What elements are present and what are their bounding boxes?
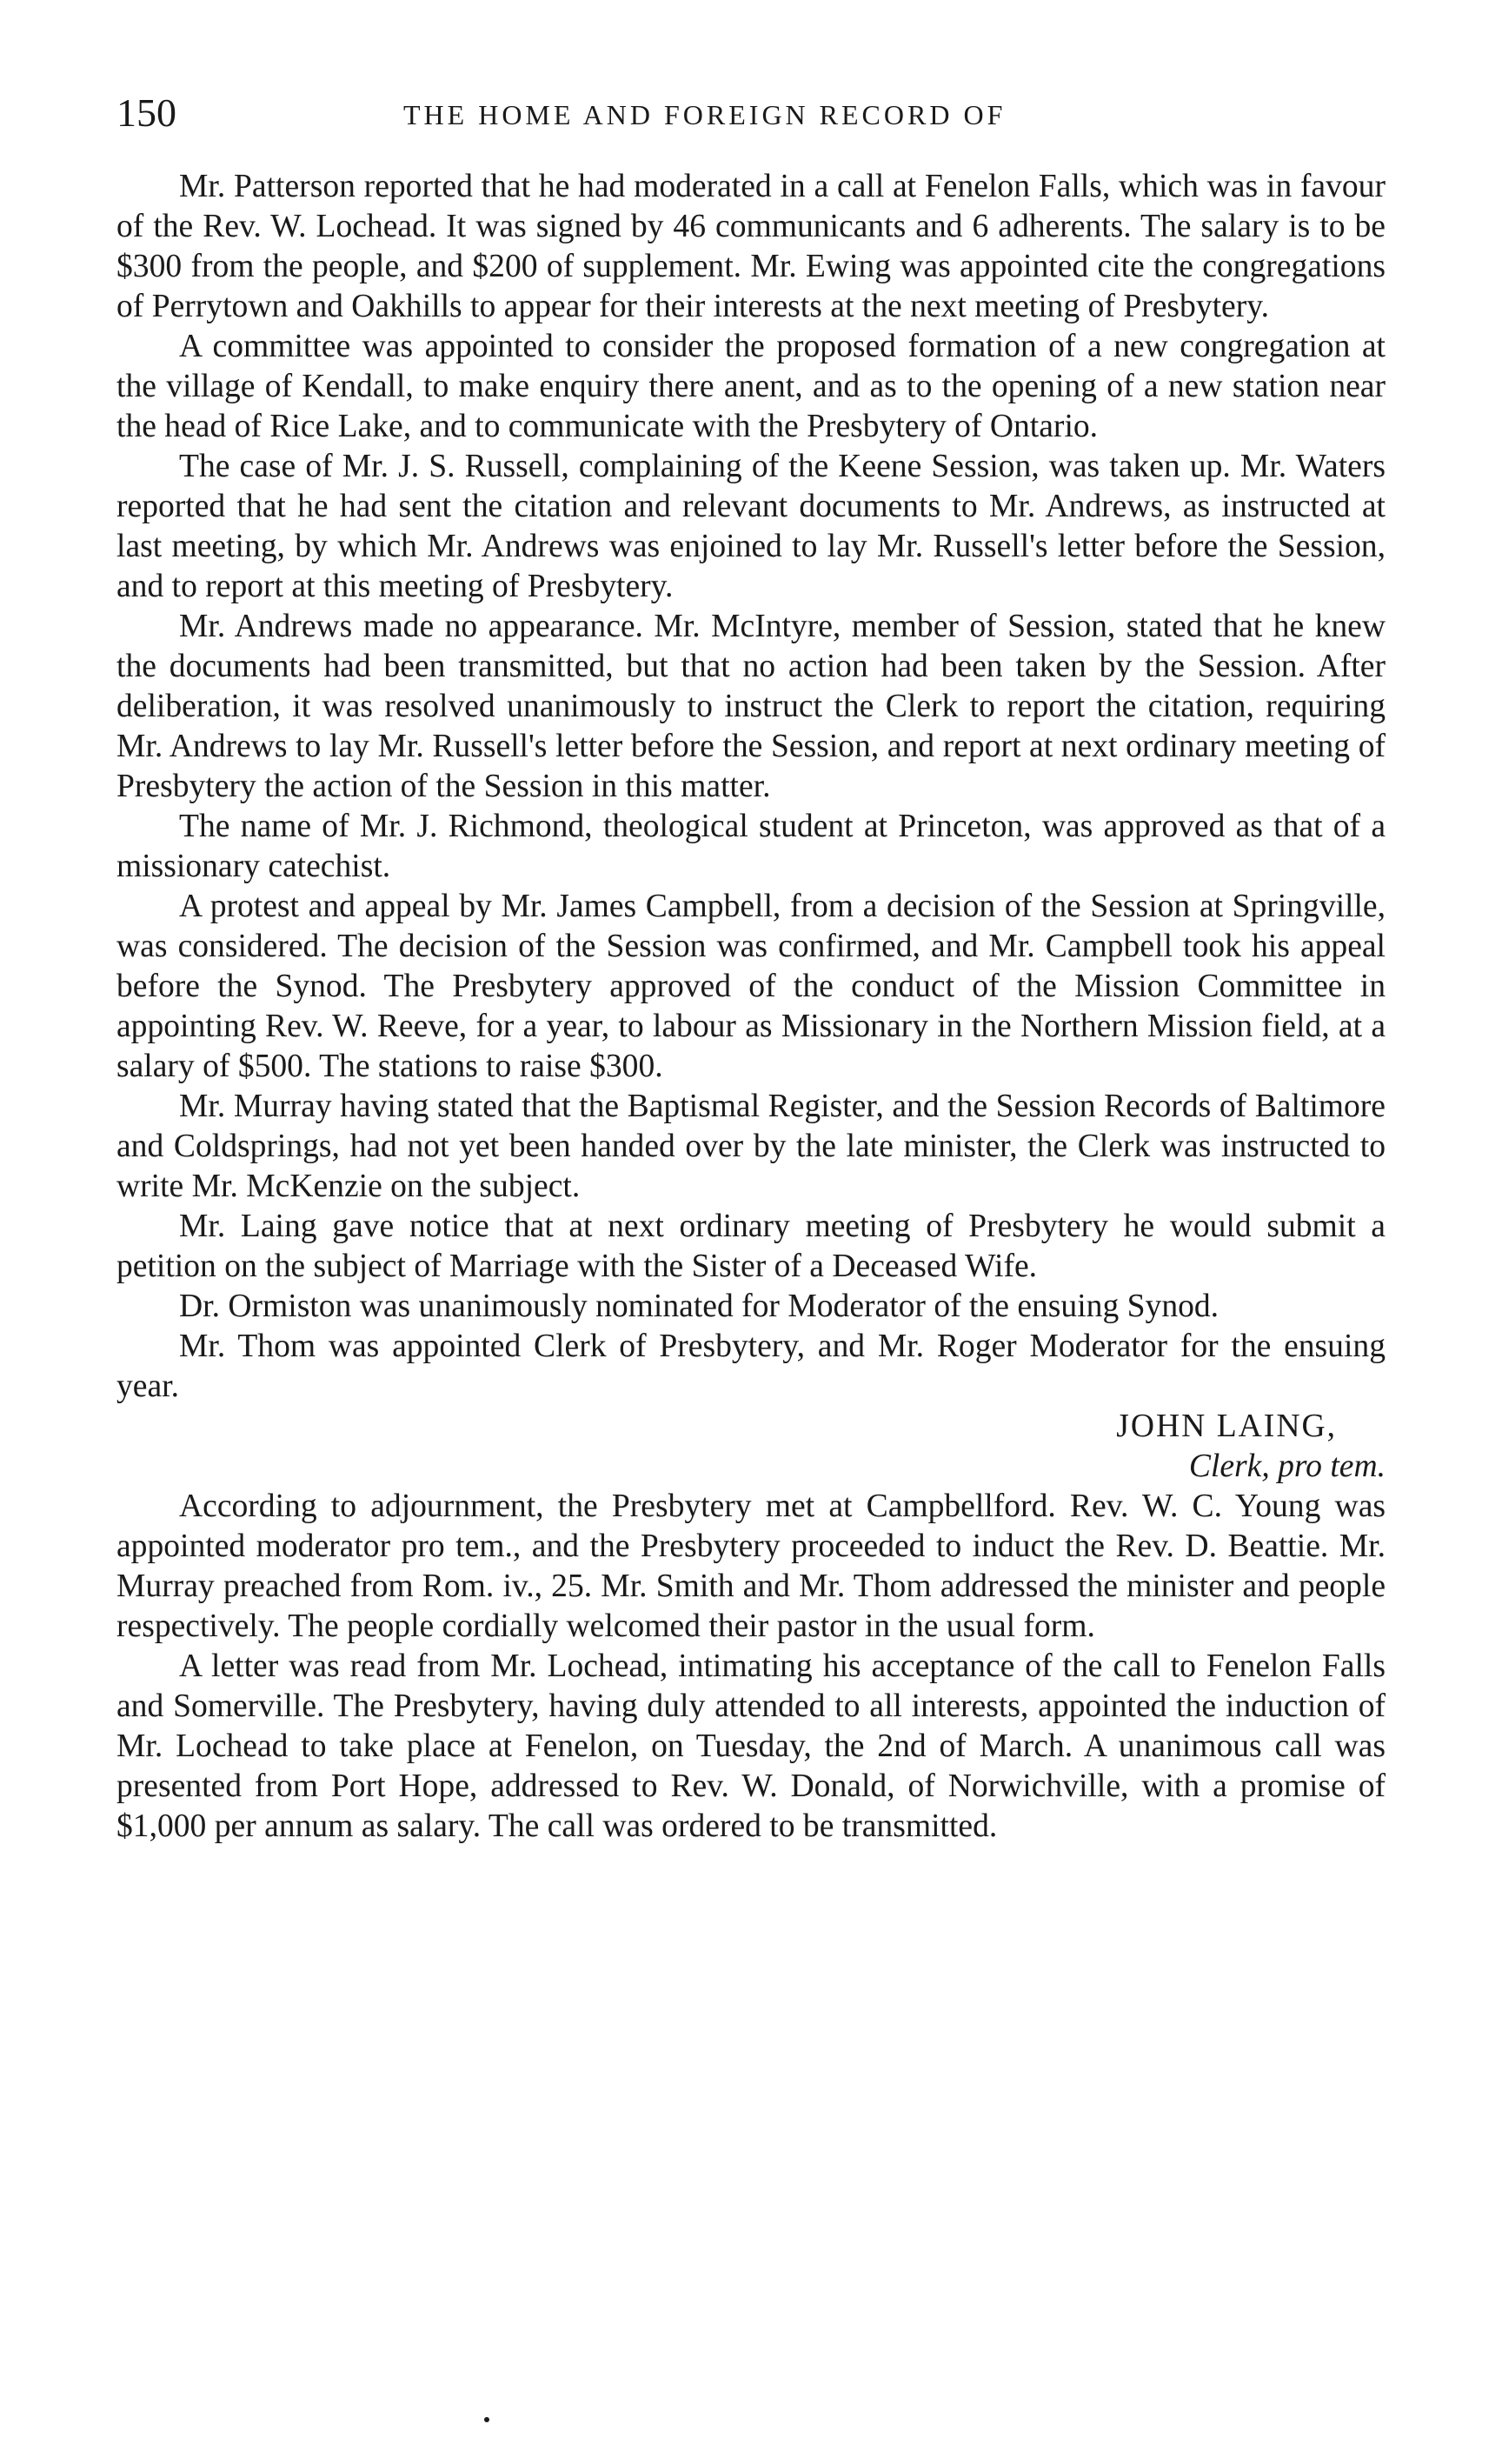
footer-dot [484, 2417, 489, 2422]
signature-block [116, 1407, 1386, 1487]
paragraph-campbell-appeal: A protest and appeal by Mr. James Campbell, from a decision of the Session at Springville, was considered. The decision of the Session was confirmed, and Mr. Campbell took his appeal before the Synod. The Presbytery approved of the conduct of the Mission Committee in appointing Rev. W. Reeve, for a year, to labour as Missionary in the Northern Mission field, at a salary of $500. The stations to raise $300. [116, 889, 1386, 1084]
paragraph-lochead-letter: A letter was read from Mr. Lochead, intimating his acceptance of the call to Fenelon Falls and Somerville. The Presbytery, having duly attended to all interests, appointed the induction of Mr. Lochead to take place at Fenelon, on Tuesday, the 2nd of March. A unanimous call was presented from Port Hope, addressed to Rev. W. Donald, of Norwichville, with a promise of $1,000 per annum as salary. The call was ordered to be transmitted. [116, 1648, 1386, 1844]
signature-title: Clerk, pro tem. [1188, 1448, 1386, 1484]
paragraph-russell-case: The case of Mr. J. S. Russell, complaining of the Keene Session, was taken up. Mr. Waters reported that he had sent the citation and relevant documents to Mr. Andrews, as instructed at last meeting, by which Mr. Andrews was enjoined to lay Mr. Russell's letter before the Session, and to report at this meeting of Presbytery. [116, 449, 1386, 604]
paragraph-baptismal-register: Mr. Murray having stated that the Baptismal Register, and the Session Records of Baltimore and Coldsprings, had not yet been handed over by the late minister, the Clerk was instructed to write Mr. McKenzie on the subject. [116, 1089, 1386, 1204]
paragraph-ormiston-nomination: Dr. Ormiston was unanimously nominated for Moderator of the ensuing Synod. [179, 1289, 1220, 1324]
paragraph-andrews-absence: Mr. Andrews made no appearance. Mr. McIntyre, member of Session, stated that he knew the documents had been transmitted, but that no action had been taken by the Session. After deliberation, it was resolved unanimously to instruct the Clerk to report the citation, requiring Mr. Andrews to lay Mr. Russell's letter before the Session, and report at next ordinary meeting of Presbytery the action of the Session in this matter. [116, 609, 1386, 804]
paragraph-richmond-catechist: The name of Mr. J. Richmond, theological student at Princeton, was approved as that of a missionary catechist. [116, 809, 1386, 884]
page-header [116, 87, 1386, 139]
paragraph-fenelon-call: Mr. Patterson reported that he had moderated in a call at Fenelon Falls, which was in favour of the Rev. W. Lochead. It was signed by 46 communicants and 6 adherents. The salary is to be $300 from the people, and $200 of supplement. Mr. Ewing was appointed cite the congregations of Perrytown and Oakhills to appear for their interests at the next meeting of Presbytery. [116, 169, 1386, 324]
paragraph-marriage-petition: Mr. Laing gave notice that at next ordinary meeting of Presbytery he would submit a petition on the subject of Marriage with the Sister of a Deceased Wife. [116, 1209, 1386, 1284]
page-body [116, 167, 1386, 1847]
paragraph-kendall-committee: A committee was appointed to consider the proposed formation of a new congregation at the village of Kendall, to make enquiry there anent, and as to the opening of a new station near the head of Rice Lake, and to communicate with the Presbytery of Ontario. [116, 329, 1386, 444]
signature-name: JOHN LAING, [1116, 1408, 1337, 1444]
paragraph-campbellford-meeting: According to adjournment, the Presbytery met at Campbellford. Rev. W. C. Young was appointed moderator pro tem., and the Presbytery proceeded to induct the Rev. D. Beattie. Mr. Murray preached from Rom. iv., 25. Mr. Smith and Mr. Thom addressed the minister and people respectively. The people cordially welcomed their pastor in the usual form. [116, 1488, 1386, 1644]
paragraph-clerk-appointment: Mr. Thom was appointed Clerk of Presbytery, and Mr. Roger Moderator for the ensuing year. [116, 1329, 1386, 1404]
page-number: 150 [116, 90, 176, 135]
running-head: THE HOME AND FOREIGN RECORD OF [403, 99, 1007, 130]
